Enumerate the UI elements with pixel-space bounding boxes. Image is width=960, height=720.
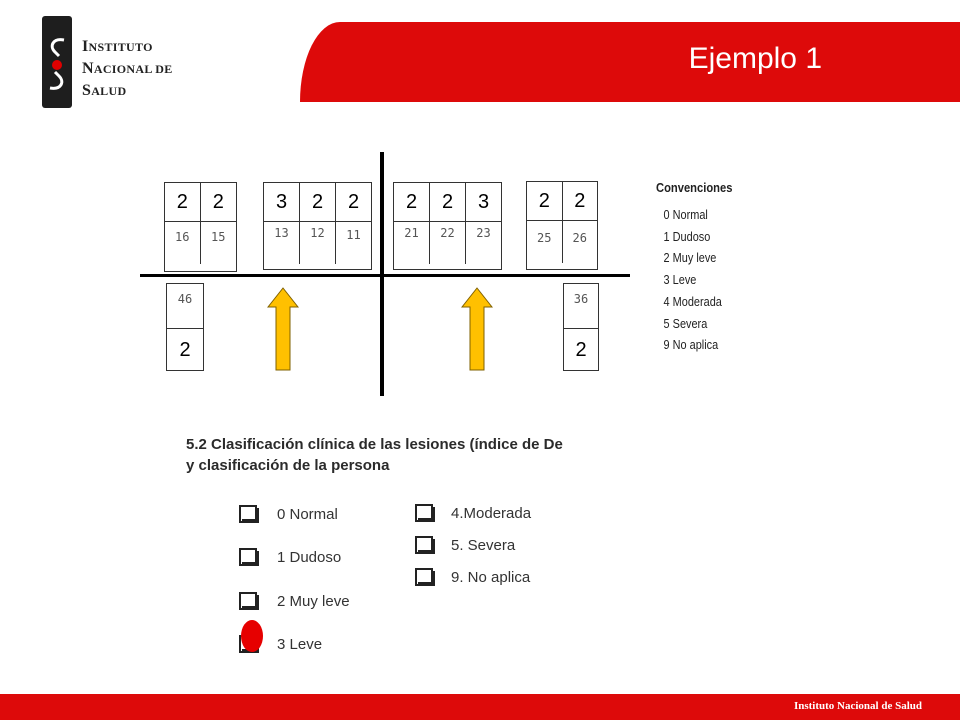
score-tooth-16: 2 [165,183,201,221]
score-tooth-11: 2 [347,190,360,213]
tooth-number-13: 13 [264,222,300,264]
conventions-legend [656,180,796,356]
convention-item: 5 Severa [663,315,708,331]
logo-wordmark: INSTITUTO NACIONAL DE SALUD [82,38,173,99]
checkbox-icon[interactable] [415,568,433,586]
logo-emblem [42,16,72,108]
tooth-number-12: 12 [300,222,336,264]
tooth-number-16: 16 [165,222,201,264]
tooth-group-25-26 [526,181,598,270]
convention-item: 1 Dudoso [663,228,711,244]
logo-red-dot-icon [52,60,62,70]
conventions-title: Convenciones [656,180,733,195]
score-tooth-46: 2 [179,338,191,361]
tooth-number-26: 26 [572,231,587,245]
option-0-normal[interactable] [239,505,338,523]
checkbox-icon[interactable] [239,548,257,566]
option-label: 1 Dudoso [277,548,342,566]
convention-item: 0 Normal [663,207,708,222]
title-band [300,22,960,102]
selected-mark [241,620,263,652]
option-1-dudoso[interactable] [239,548,341,566]
convention-item: 3 Leve [663,272,697,288]
footer-text: Instituto Nacional de Salud [793,700,922,712]
section-title [186,434,636,476]
tooth-number-23: 23 [476,226,491,240]
section-title-line-1: 5.2 Clasificación clínica de las lesiones (índice de De [186,436,563,453]
option-label: 5. Severa [451,536,516,554]
tooth-number-36: 36 [573,292,589,306]
tooth-group-13-12-11 [263,182,372,270]
ins-logo [42,16,182,108]
horizontal-occlusal-line [140,274,630,277]
tooth-group-36 [563,283,599,371]
score-tooth-22: 2 [430,183,466,221]
convention-item: 4 Moderada [663,293,722,309]
tooth-number-21: 21 [394,222,430,264]
tooth-number-15: 15 [211,230,226,244]
checkbox-icon[interactable] [239,592,257,610]
score-tooth-15: 2 [212,190,224,213]
up-arrow-icon [267,287,299,371]
option-4-moderada[interactable] [415,504,531,522]
score-tooth-23: 3 [477,190,490,213]
option-label: 0 Normal [277,505,338,523]
score-tooth-21: 2 [394,183,430,221]
option-label: 2 Muy leve [277,592,350,610]
tooth-number-11: 11 [346,228,361,242]
score-tooth-36: 2 [575,338,587,361]
option-label: 4.Moderada [451,504,532,522]
score-tooth-26: 2 [574,189,586,212]
checkbox-icon[interactable] [415,504,433,522]
score-tooth-12: 2 [300,183,336,221]
option-label: 9. No aplica [451,568,531,586]
checkbox-icon[interactable] [415,536,433,554]
section-title-line-2: y clasificación de la persona [186,457,390,474]
tooth-number-25: 25 [527,221,563,263]
score-tooth-25: 2 [527,182,563,220]
tooth-group-21-22-23 [393,182,502,270]
option-9-no-aplica[interactable] [415,568,530,586]
convention-item: 2 Muy leve [663,250,717,266]
score-tooth-13: 3 [264,183,300,221]
tooth-group-16-15 [164,182,237,272]
convention-item: 9 No aplica [663,337,719,353]
option-5-severa[interactable] [415,536,515,554]
option-2-muy-leve[interactable] [239,592,350,610]
checkbox-icon[interactable] [239,505,257,523]
tooth-number-22: 22 [430,222,466,264]
footer-band [0,694,960,720]
tooth-group-46 [166,283,204,371]
up-arrow-icon [461,287,493,371]
slide-title: Ejemplo 1 [688,42,822,75]
tooth-number-46: 46 [177,292,193,306]
option-label: 3 Leve [277,635,323,653]
